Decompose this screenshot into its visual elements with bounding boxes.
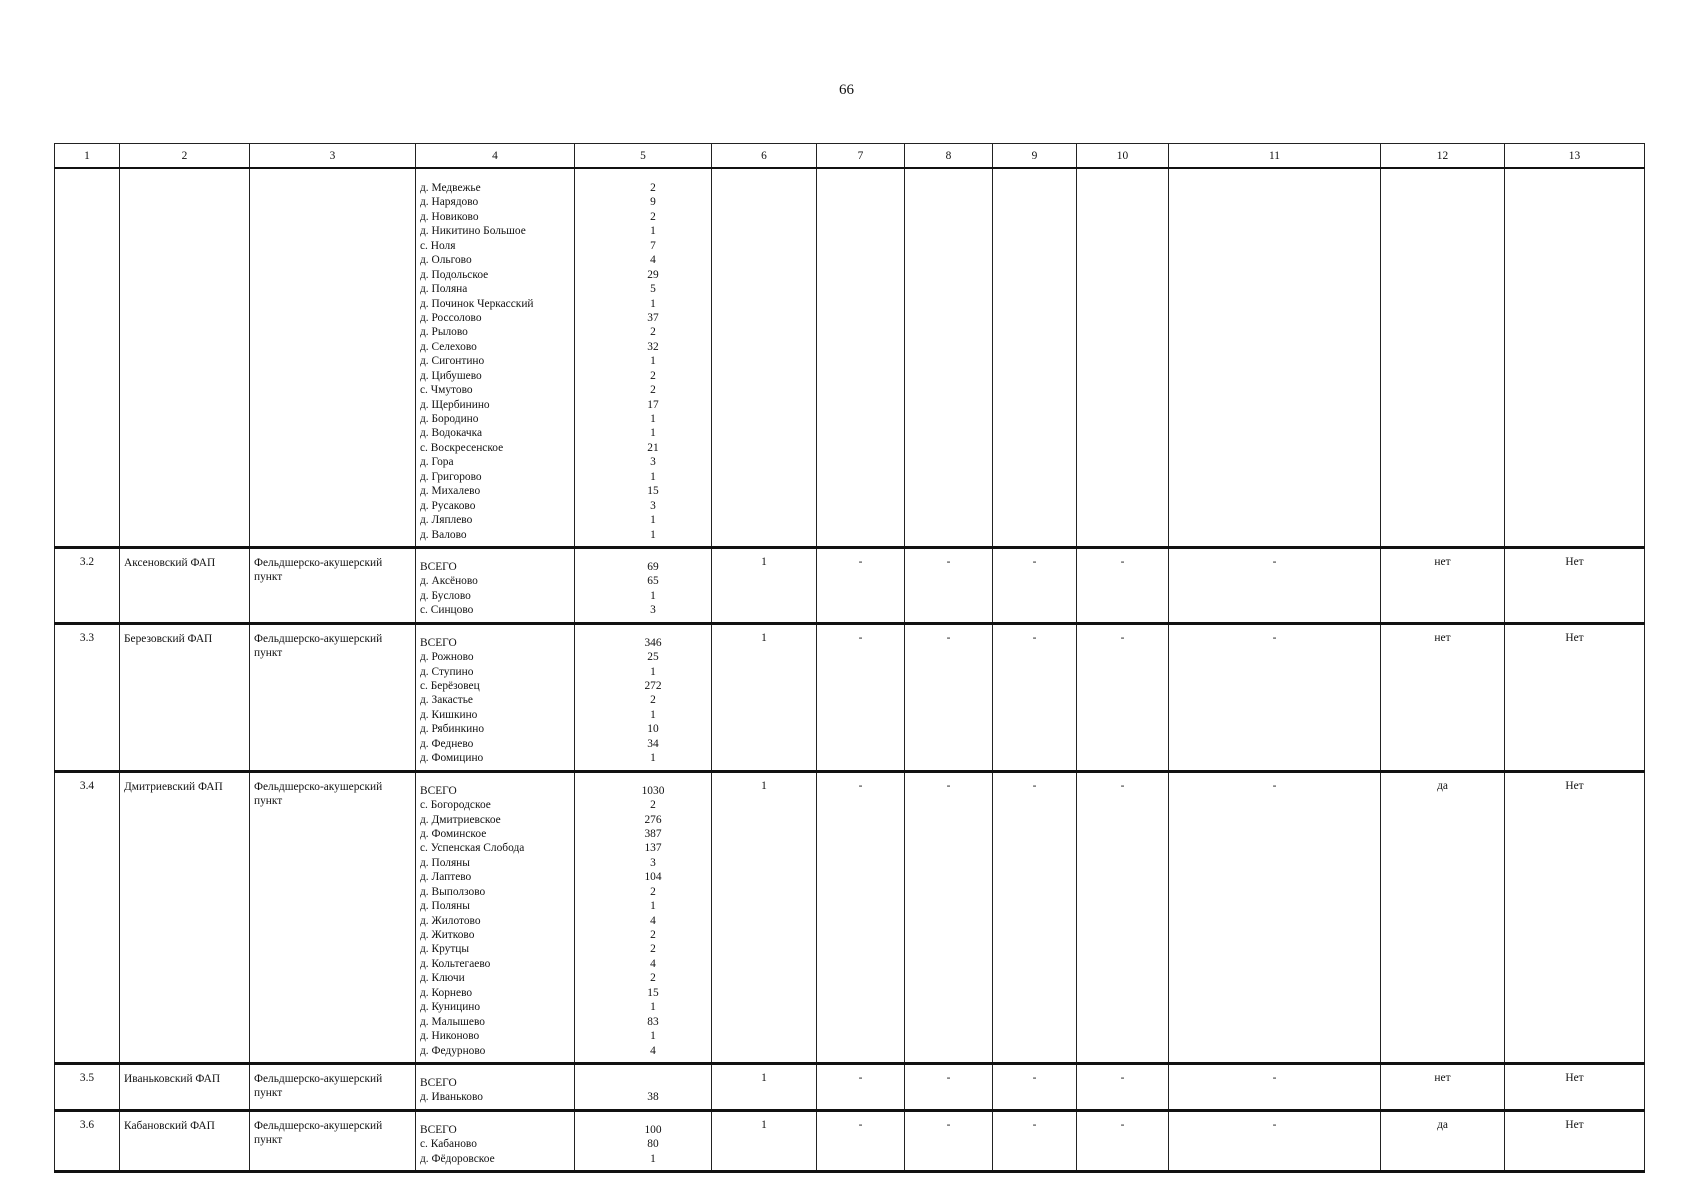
settlement-count [638, 986, 711, 1000]
settlement-name: д. Федурново [420, 1044, 486, 1057]
column-header: 10 [1077, 144, 1169, 169]
settlement-count [638, 722, 711, 736]
settlement-name: д. Цибушево [420, 369, 482, 382]
settlement-count-value: 1 [650, 665, 656, 678]
cell-10: - [1077, 771, 1169, 1063]
cell-8 [905, 168, 993, 547]
settlement-count [638, 484, 711, 498]
settlement-count-value: 2 [650, 326, 656, 339]
settlement-name: д. Валово [420, 528, 467, 541]
settlement-count [638, 589, 711, 603]
settlement-count-value: 17 [647, 398, 659, 411]
settlement-name: с. Воскресенское [420, 441, 504, 454]
table-row [55, 1110, 1645, 1171]
settlement-name: д. Ольгово [420, 254, 472, 267]
cell-8: - [905, 1110, 993, 1171]
settlement-count [638, 1123, 711, 1137]
settlement-name: д. Фёдоровское [420, 1152, 495, 1165]
column-header: 11 [1169, 144, 1381, 169]
settlement-count-value: 2 [650, 885, 656, 898]
settlement-count-value: 1 [650, 1001, 656, 1014]
settlement-count-value: 137 [644, 842, 662, 855]
settlement-count [638, 398, 711, 412]
cell-7: - [817, 1063, 905, 1110]
settlement-count-value: 3 [650, 499, 656, 512]
settlement-count-value: 2 [650, 210, 656, 223]
population-list [575, 547, 712, 623]
settlement-name: д. Новиково [420, 210, 479, 223]
settlement-count [638, 253, 711, 267]
settlement-count-value: 272 [644, 680, 662, 692]
cell-11: - [1169, 547, 1381, 623]
settlement-count-value: 34 [647, 737, 659, 750]
settlement-count-value: 65 [647, 575, 659, 588]
settlement-name: д. Ступино [420, 665, 474, 678]
cell-12: да [1381, 771, 1505, 1063]
cell-facility-name: Дмитриевский ФАП [120, 771, 250, 1063]
population-list [575, 771, 712, 1063]
cell-6: 1 [712, 623, 817, 771]
settlement-name: д. Россолово [420, 311, 482, 324]
settlement-name: д. Медвежье [420, 182, 481, 194]
settlement-count [638, 885, 711, 899]
column-header: 9 [993, 144, 1077, 169]
settlement-name: д. Житково [420, 929, 475, 941]
settlement-count [638, 224, 711, 238]
settlement-count [638, 636, 711, 650]
settlement-count-value: 29 [647, 268, 659, 281]
settlement-name: д. Поляны [420, 900, 470, 913]
settlement-count [638, 1076, 711, 1090]
settlement-name: д. Жилотово [420, 914, 481, 927]
settlement-name: ВСЕГО [420, 784, 457, 797]
facilities-table [54, 143, 1645, 1173]
population-list [575, 168, 712, 547]
settlement-count [638, 181, 711, 195]
cell-facility-type: Фельдшерско-акушерский пункт [250, 1110, 416, 1171]
cell-12: нет [1381, 1063, 1505, 1110]
cell-7: - [817, 623, 905, 771]
settlement-count [638, 195, 711, 209]
settlement-name: д. Аксёново [420, 575, 478, 588]
settlement-count-value: 1 [650, 413, 656, 425]
cell-13: Нет [1505, 623, 1645, 771]
settlement-count-value: 4 [650, 914, 656, 927]
settlement-name: д. Малышево [420, 1015, 485, 1028]
cell-10: - [1077, 1063, 1169, 1110]
settlement-name: д. Дмитриевское [420, 813, 501, 826]
cell-11: - [1169, 623, 1381, 771]
settlement-name: д. Кишкино [420, 708, 478, 721]
cell-facility-type: Фельдшерско-акушерский пункт [250, 771, 416, 1063]
population-list [575, 623, 712, 771]
settlement-name: д. Селехово [420, 340, 477, 353]
settlement-count-value: 3 [650, 604, 656, 617]
settlement-name: с. Успенская Слобода [420, 842, 525, 855]
settlement-name: д. Рылово [420, 326, 468, 339]
settlement-count-value: 69 [647, 560, 659, 573]
settlement-count [638, 268, 711, 282]
cell-facility-name: Кабановский ФАП [120, 1110, 250, 1171]
settlement-count [638, 311, 711, 325]
cell-9 [993, 168, 1077, 547]
column-header: 13 [1505, 144, 1645, 169]
cell-13: Нет [1505, 1063, 1645, 1110]
cell-num: 3.4 [55, 771, 120, 1063]
settlement-count [638, 827, 711, 841]
settlement-count-value: 25 [647, 651, 659, 664]
cell-8: - [905, 623, 993, 771]
settlement-name: ВСЕГО [420, 560, 457, 573]
settlement-name: д. Михалево [420, 485, 481, 498]
settlement-count-value: 1 [650, 225, 656, 238]
settlement-name: д. Фомицино [420, 752, 484, 765]
settlement-count [638, 899, 711, 913]
settlement-count-value: 1 [650, 528, 656, 541]
settlement-count-value: 3 [650, 456, 656, 469]
settlement-list [416, 623, 575, 771]
settlement-count [638, 942, 711, 956]
cell-num: 3.3 [55, 623, 120, 771]
settlement-count [638, 1137, 711, 1151]
settlement-name: ВСЕГО [420, 1076, 457, 1089]
settlement-count-value: 1 [650, 514, 656, 527]
settlement-count [638, 1152, 711, 1166]
column-header: 12 [1381, 144, 1505, 169]
settlement-count-value: 5 [650, 283, 656, 296]
settlement-count [638, 383, 711, 397]
settlement-name: д. Нарядово [420, 196, 479, 209]
settlement-count-value: 37 [647, 311, 659, 324]
column-header: 5 [575, 144, 712, 169]
settlement-count-value: 2 [650, 799, 656, 812]
column-header: 3 [250, 144, 416, 169]
cell-7: - [817, 547, 905, 623]
settlement-name: д. Бородино [420, 413, 479, 425]
cell-num: 3.6 [55, 1110, 120, 1171]
settlement-count [638, 455, 711, 469]
settlement-name: д. Буслово [420, 589, 471, 602]
settlement-count-value: 104 [644, 871, 662, 884]
header-row [55, 144, 1645, 169]
cell-13: Нет [1505, 547, 1645, 623]
settlement-name: д. Починок Черкасский [420, 297, 534, 310]
settlement-name: д. Рябинкино [420, 723, 485, 736]
column-header: 8 [905, 144, 993, 169]
table-row-continuation [55, 168, 1645, 547]
settlement-count-value: 1 [650, 900, 656, 913]
settlement-count-value: 7 [650, 239, 656, 252]
settlement-count [638, 1015, 711, 1029]
cell-6 [712, 168, 817, 547]
settlement-count-value: 21 [647, 441, 659, 454]
cell-13 [1505, 168, 1645, 547]
settlement-count [638, 325, 711, 339]
settlement-name: с. Берёзовец [420, 680, 480, 692]
settlement-name: д. Куницино [420, 1001, 481, 1014]
settlement-count-value: 2 [650, 972, 656, 985]
cell-9: - [993, 623, 1077, 771]
settlement-name: д. Русаково [420, 499, 476, 512]
settlement-count [638, 737, 711, 751]
settlement-count-value: 83 [647, 1015, 659, 1028]
settlement-count [638, 813, 711, 827]
settlement-count-value: 1 [650, 708, 656, 721]
settlement-count [638, 856, 711, 870]
settlement-count [638, 354, 711, 368]
settlement-count [638, 499, 711, 513]
settlement-count [638, 957, 711, 971]
cell-type [250, 168, 416, 547]
cell-11 [1169, 168, 1381, 547]
settlement-count-value: 1 [650, 427, 656, 440]
cell-10: - [1077, 547, 1169, 623]
population-list [575, 1063, 712, 1110]
settlement-list [416, 1110, 575, 1171]
settlement-name: с. Синцово [420, 604, 474, 617]
cell-facility-type: Фельдшерско-акушерский пункт [250, 1063, 416, 1110]
settlement-count [638, 297, 711, 311]
settlement-name: ВСЕГО [420, 1123, 457, 1136]
settlement-count-value: 346 [644, 636, 662, 649]
cell-6: 1 [712, 1063, 817, 1110]
settlement-count [638, 870, 711, 884]
settlement-count [638, 441, 711, 455]
cell-12: нет [1381, 623, 1505, 771]
column-header: 2 [120, 144, 250, 169]
cell-7: - [817, 771, 905, 1063]
settlement-count [638, 412, 711, 426]
settlement-count [638, 708, 711, 722]
cell-9: - [993, 1063, 1077, 1110]
settlement-count [638, 513, 711, 527]
settlement-count [638, 1000, 711, 1014]
cell-6: 1 [712, 1110, 817, 1171]
cell-10 [1077, 168, 1169, 547]
cell-9: - [993, 547, 1077, 623]
column-header: 6 [712, 144, 817, 169]
cell-11: - [1169, 771, 1381, 1063]
settlement-list [416, 168, 575, 547]
settlement-count-value: 1030 [641, 784, 665, 797]
settlement-count [638, 560, 711, 574]
cell-facility-type: Фельдшерско-акушерский пункт [250, 547, 416, 623]
cell-7: - [817, 1110, 905, 1171]
settlement-count-value: 2 [650, 694, 656, 707]
settlement-name: д. Выползово [420, 885, 486, 898]
settlement-name: ВСЕГО [420, 636, 457, 649]
settlement-count-value: 2 [650, 384, 656, 397]
cell-num [55, 168, 120, 547]
settlement-name: д. Рожново [420, 651, 474, 664]
cell-facility-type: Фельдшерско-акушерский пункт [250, 623, 416, 771]
settlement-count [638, 340, 711, 354]
settlement-count [638, 369, 711, 383]
settlement-count-value: 1 [650, 1030, 656, 1043]
settlement-count-value: 276 [644, 813, 662, 826]
settlement-count-value: 1 [650, 752, 656, 765]
settlement-count [638, 650, 711, 664]
settlement-name: д. Поляна [420, 283, 468, 296]
settlement-name: д. Корнево [420, 986, 473, 999]
settlement-count [638, 665, 711, 679]
cell-11: - [1169, 1063, 1381, 1110]
settlement-name: д. Кольтегаево [420, 957, 491, 970]
settlement-count [638, 784, 711, 798]
table-row [55, 623, 1645, 771]
cell-13: Нет [1505, 1110, 1645, 1171]
settlement-count [638, 210, 711, 224]
settlement-count [638, 914, 711, 928]
population-list [575, 1110, 712, 1171]
settlement-count-value: 2 [650, 369, 656, 382]
settlement-name: д. Сигонтино [420, 355, 485, 368]
column-header: 4 [416, 144, 575, 169]
settlement-count-value: 1 [650, 470, 656, 483]
settlement-count [638, 841, 711, 855]
settlement-name: с. Чмутово [420, 384, 473, 397]
settlement-name: д. Григорово [420, 470, 482, 483]
cell-facility-name: Березовский ФАП [120, 623, 250, 771]
settlement-name: д. Ляплево [420, 514, 473, 527]
settlement-name: д. Фоминское [420, 827, 487, 840]
settlement-count-value: 15 [647, 485, 659, 498]
table-row [55, 771, 1645, 1063]
settlement-name: д. Щербинино [420, 398, 490, 411]
settlement-count-value: 32 [647, 340, 659, 353]
settlement-count-value: 100 [644, 1123, 662, 1136]
settlement-count [638, 426, 711, 440]
cell-8: - [905, 547, 993, 623]
settlement-count [638, 528, 711, 542]
settlement-count-value: 15 [647, 986, 659, 999]
settlement-count-value: 38 [647, 1091, 659, 1104]
settlement-count [638, 971, 711, 985]
settlement-count [638, 603, 711, 617]
settlement-name: с. Богородское [420, 799, 491, 812]
cell-name [120, 168, 250, 547]
cell-9: - [993, 1110, 1077, 1171]
cell-num: 3.2 [55, 547, 120, 623]
cell-facility-name: Аксеновский ФАП [120, 547, 250, 623]
settlement-count-value: 1 [650, 1152, 656, 1165]
settlement-count [638, 693, 711, 707]
settlement-count-value: 1 [650, 355, 656, 368]
settlement-name: д. Иваньково [420, 1091, 483, 1104]
cell-7 [817, 168, 905, 547]
settlement-list [416, 771, 575, 1063]
settlement-name: д. Подольское [420, 268, 489, 281]
page-number: 66 [839, 82, 854, 98]
settlement-count-value: 2 [650, 182, 656, 194]
settlement-count-value: 4 [650, 957, 656, 970]
settlement-count-value: 2 [650, 929, 656, 941]
settlement-name: д. Лаптево [420, 871, 472, 884]
settlement-name: д. Поляны [420, 856, 470, 869]
settlement-count-value: 1 [650, 589, 656, 602]
cell-13: Нет [1505, 771, 1645, 1063]
settlement-count-value: 1 [650, 297, 656, 310]
settlement-count-value: 80 [647, 1138, 659, 1151]
settlement-count [638, 798, 711, 812]
cell-8: - [905, 771, 993, 1063]
settlement-list [416, 1063, 575, 1110]
settlement-count [638, 1044, 711, 1058]
cell-12: нет [1381, 547, 1505, 623]
table-row [55, 1063, 1645, 1110]
cell-6: 1 [712, 547, 817, 623]
cell-12 [1381, 168, 1505, 547]
cell-8: - [905, 1063, 993, 1110]
settlement-name: д. Закастье [420, 694, 473, 707]
cell-10: - [1077, 623, 1169, 771]
settlement-count [638, 928, 711, 942]
settlement-count [638, 239, 711, 253]
cell-11: - [1169, 1110, 1381, 1171]
cell-facility-name: Иваньковский ФАП [120, 1063, 250, 1110]
settlement-name: с. Кабаново [420, 1138, 477, 1151]
settlement-name: д. Ключи [420, 972, 465, 985]
settlement-name: д. Никитино Большое [420, 225, 526, 238]
column-header: 1 [55, 144, 120, 169]
settlement-name: с. Ноля [420, 239, 456, 252]
cell-10: - [1077, 1110, 1169, 1171]
settlement-count [638, 470, 711, 484]
settlement-count-value: 4 [650, 1044, 656, 1057]
cell-num: 3.5 [55, 1063, 120, 1110]
table-row [55, 547, 1645, 623]
cell-9: - [993, 771, 1077, 1063]
settlement-name: д. Крутцы [420, 943, 470, 956]
settlement-count-value: 3 [650, 856, 656, 869]
settlement-count-value: 4 [650, 254, 656, 267]
cell-6: 1 [712, 771, 817, 1063]
settlement-count-value: 10 [647, 723, 659, 736]
settlement-count [638, 751, 711, 765]
settlement-name: д. Водокачка [420, 427, 483, 440]
settlement-name: д. Гора [420, 456, 454, 469]
settlement-list [416, 547, 575, 623]
settlement-count-value: 387 [644, 827, 662, 840]
settlement-count-value: 2 [650, 943, 656, 956]
settlement-count [638, 574, 711, 588]
settlement-count-value: 9 [650, 196, 656, 209]
cell-12: да [1381, 1110, 1505, 1171]
settlement-count [638, 282, 711, 296]
settlement-name: д. Никоново [420, 1030, 480, 1043]
settlement-name: д. Феднево [420, 737, 474, 750]
settlement-count [638, 1029, 711, 1043]
settlement-count [638, 679, 711, 693]
settlement-count [638, 1090, 711, 1104]
column-header: 7 [817, 144, 905, 169]
